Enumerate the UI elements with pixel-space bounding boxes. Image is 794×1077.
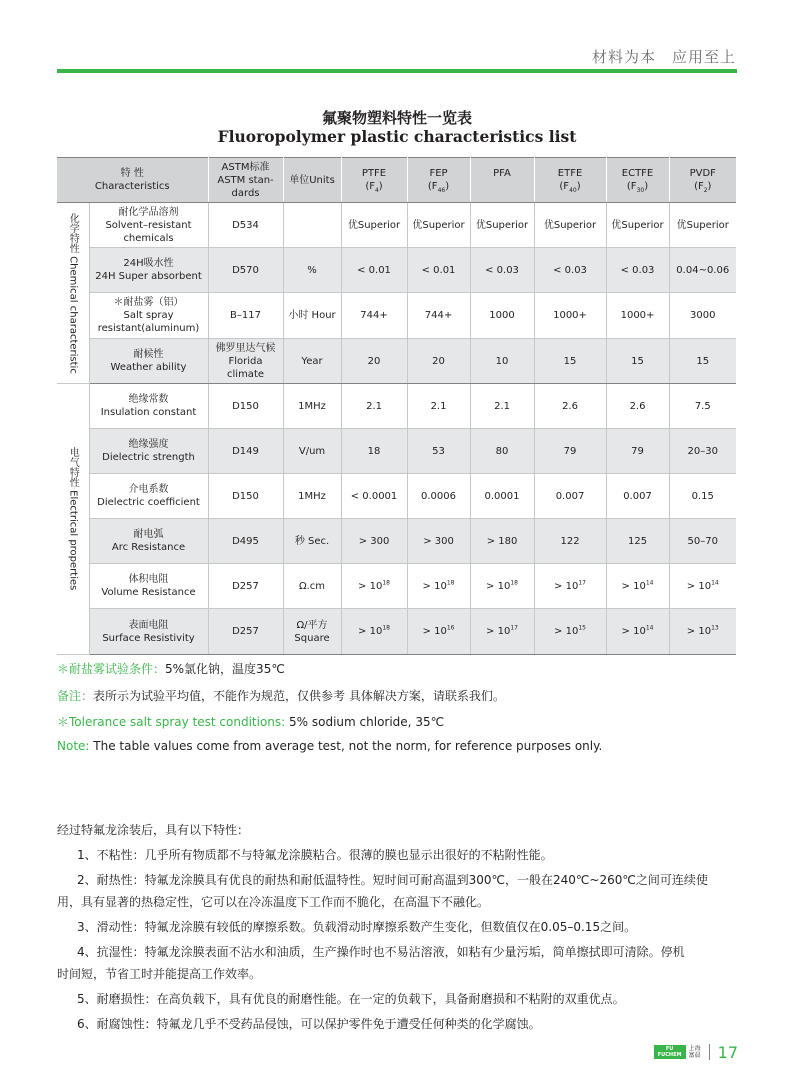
value-cell: 20–30 <box>669 429 736 474</box>
value-cell: < 0.03 <box>606 248 669 293</box>
astm-cell: D150 <box>208 384 283 429</box>
value-cell: > $10^{15}$ <box>534 609 606 655</box>
value-cell: 优Superior <box>606 203 669 248</box>
note-salt-en: ＊Tolerance salt spray test conditions: 5% sodium chloride, 35℃ <box>57 715 445 729</box>
table-title-en: Fluoropolymer plastic characteristics list <box>217 127 577 146</box>
value-cell: 20 <box>407 339 470 384</box>
table-row <box>57 564 736 609</box>
note-remark-cn: 备注：表所示为试验平均值，不能作为规范，仅供参考 具体解决方案，请联系我们。 <box>57 689 505 703</box>
unit-cell: % <box>283 248 341 293</box>
table-row <box>57 203 736 248</box>
header-fep: FEP $(F_{46})$ <box>407 158 470 203</box>
property-name: 耐电弧 Arc Resistance <box>89 519 208 564</box>
astm-cell: D257 <box>208 564 283 609</box>
property-name: 耐化学品溶剂 Solvent–resistant chemicals <box>89 203 208 248</box>
value-cell: < 0.01 <box>407 248 470 293</box>
astm-cell: B–117 <box>208 293 283 339</box>
property-name: 耐候性 Weather ability <box>89 339 208 384</box>
value-cell: 50–70 <box>669 519 736 564</box>
astm-cell: D149 <box>208 429 283 474</box>
property-name: 表面电阻 Surface Resistivity <box>89 609 208 655</box>
page-footer <box>654 1043 738 1061</box>
property-name: ＊耐盐雾（铝） Salt spray resistant(aluminum) <box>89 293 208 339</box>
value-cell: 1000+ <box>606 293 669 339</box>
feature-2-cont: 用，具有显著的热稳定性，它可以在冷冻温度下工作而不脆化，在高温下不融化。 <box>57 895 490 909</box>
value-cell: 3000 <box>669 293 736 339</box>
value-cell: > $10^{14}$ <box>669 564 736 609</box>
value-cell: 15 <box>606 339 669 384</box>
value-cell: 15 <box>669 339 736 384</box>
value-cell: 2.6 <box>534 384 606 429</box>
table-row <box>57 609 736 655</box>
property-name: 介电系数 Dielectric coefficient <box>89 474 208 519</box>
unit-cell: 秒 Sec. <box>283 519 341 564</box>
note-salt-cn: ＊耐盐雾试验条件：5%氯化钠，温度35℃ <box>57 662 285 676</box>
header-ptfe: PTFE $(F_4)$ <box>341 158 407 203</box>
value-cell: > $10^{16}$ <box>407 609 470 655</box>
unit-cell <box>283 203 341 248</box>
value-cell: 79 <box>534 429 606 474</box>
value-cell: < 0.01 <box>341 248 407 293</box>
value-cell: 2.1 <box>470 384 534 429</box>
value-cell: > $10^{14}$ <box>606 564 669 609</box>
value-cell: 2.1 <box>407 384 470 429</box>
feature-6: 6、耐腐蚀性：特氟龙几乎不受药品侵蚀，可以保护零件免于遭受任何种类的化学腐蚀。 <box>77 1017 541 1031</box>
company-logo: FU FUCHEM <box>654 1045 686 1059</box>
astm-cell: D570 <box>208 248 283 293</box>
value-cell: 20 <box>341 339 407 384</box>
table-row <box>57 474 736 519</box>
feature-3: 3、滑动性：特氟龙涂膜有较低的摩擦系数。负载滑动时摩擦系数产生变化，但数值仅在0.05–0.15之间。 <box>77 920 637 934</box>
astm-cell: D150 <box>208 474 283 519</box>
unit-cell: V/um <box>283 429 341 474</box>
value-cell: > $10^{18}$ <box>341 609 407 655</box>
value-cell: 744+ <box>407 293 470 339</box>
value-cell: 0.007 <box>534 474 606 519</box>
value-cell: 80 <box>470 429 534 474</box>
table-row <box>57 519 736 564</box>
value-cell: 优Superior <box>534 203 606 248</box>
value-cell: 744+ <box>341 293 407 339</box>
value-cell: 0.0001 <box>470 474 534 519</box>
properties-table-wrap <box>57 157 736 655</box>
value-cell: 2.6 <box>606 384 669 429</box>
category-electrical: 电气特性 Electrical properties <box>57 384 89 655</box>
table-row <box>57 429 736 474</box>
table-row <box>57 384 736 429</box>
value-cell: < 0.0001 <box>341 474 407 519</box>
astm-cell: D495 <box>208 519 283 564</box>
value-cell: 优Superior <box>407 203 470 248</box>
value-cell: < 0.03 <box>470 248 534 293</box>
value-cell: 优Superior <box>341 203 407 248</box>
header-pfa: PFA <box>470 158 534 203</box>
unit-cell: Year <box>283 339 341 384</box>
feature-2: 2、耐热性：特氟龙涂膜具有优良的耐热和耐低温特性。短时间可耐高温到300℃，一般在240℃~260℃之间可连续使 <box>77 873 708 887</box>
feature-4: 4、抗湿性：特氟龙涂膜表面不沾水和油质，生产操作时也不易沾溶液，如粘有少量污垢，简单擦拭即可清除。停机 <box>77 945 685 959</box>
feature-4-cont: 时间短，节省工时并能提高工作效率。 <box>57 967 262 981</box>
value-cell: 122 <box>534 519 606 564</box>
value-cell: 0.15 <box>669 474 736 519</box>
value-cell: > $10^{17}$ <box>534 564 606 609</box>
value-cell: 2.1 <box>341 384 407 429</box>
header-rule <box>57 69 737 73</box>
value-cell: > 300 <box>341 519 407 564</box>
astm-cell: 佛罗里达气候 Florida climate <box>208 339 283 384</box>
value-cell: > $10^{18}$ <box>470 564 534 609</box>
company-name: 上海 富晨 <box>688 1045 701 1059</box>
value-cell: < 0.03 <box>534 248 606 293</box>
table-header-row <box>57 158 736 203</box>
value-cell: 优Superior <box>669 203 736 248</box>
value-cell: > $10^{13}$ <box>669 609 736 655</box>
value-cell: 125 <box>606 519 669 564</box>
table-row <box>57 339 736 384</box>
astm-cell: D257 <box>208 609 283 655</box>
value-cell: > 300 <box>407 519 470 564</box>
feature-1: 1、不粘性：几乎所有物质都不与特氟龙涂膜粘合。很薄的膜也显示出很好的不粘附性能。 <box>77 848 553 862</box>
property-name: 24H吸水性 24H Super absorbent <box>89 248 208 293</box>
value-cell: > $10^{14}$ <box>606 609 669 655</box>
value-cell: 优Superior <box>470 203 534 248</box>
value-cell: 53 <box>407 429 470 474</box>
category-chemical: 化学特性 Chemical characteristic <box>57 203 89 384</box>
value-cell: 0.0006 <box>407 474 470 519</box>
value-cell: > 180 <box>470 519 534 564</box>
value-cell: 15 <box>534 339 606 384</box>
unit-cell: 1MHz <box>283 474 341 519</box>
value-cell: 10 <box>470 339 534 384</box>
unit-cell: 1MHz <box>283 384 341 429</box>
features-intro: 经过特氟龙涂装后，具有以下特性： <box>57 823 250 837</box>
value-cell: 1000 <box>470 293 534 339</box>
header-slogan: 材料为本 应用至上 <box>591 48 736 66</box>
unit-cell: 小时 Hour <box>283 293 341 339</box>
value-cell: 0.007 <box>606 474 669 519</box>
value-cell: > $10^{17}$ <box>470 609 534 655</box>
header-characteristics: 特 性 Characteristics <box>57 158 208 203</box>
properties-table <box>57 157 736 655</box>
value-cell: 79 <box>606 429 669 474</box>
table-title-cn: 氟聚物塑料特性一览表 <box>321 109 472 127</box>
note-en: Note: The table values come from average test, not the norm, for reference purposes only. <box>57 739 603 753</box>
unit-cell: Ω.cm <box>283 564 341 609</box>
value-cell: 0.04~0.06 <box>669 248 736 293</box>
value-cell: > $10^{18}$ <box>407 564 470 609</box>
header-astm: ASTM标准 ASTM stan- dards <box>208 158 283 203</box>
feature-5: 5、耐磨损性：在高负载下，具有优良的耐磨性能。在一定的负载下，具备耐磨损和不粘附的双重优点。 <box>77 992 625 1006</box>
header-units: 单位Units <box>283 158 341 203</box>
features-section <box>57 819 739 1035</box>
page-number: 17 <box>717 1042 738 1062</box>
property-name: 绝缘强度 Dielectric strength <box>89 429 208 474</box>
header-pvdf: PVDF $(F_2)$ <box>669 158 736 203</box>
table-row <box>57 293 736 339</box>
table-row <box>57 248 736 293</box>
header-ectfe: ECTFE $(F_{30})$ <box>606 158 669 203</box>
unit-cell: Ω/平方 Square <box>283 609 341 655</box>
value-cell: > $10^{18}$ <box>341 564 407 609</box>
footer-divider <box>709 1044 710 1060</box>
header-etfe: ETFE $(F_{40})$ <box>534 158 606 203</box>
astm-cell: D534 <box>208 203 283 248</box>
value-cell: 7.5 <box>669 384 736 429</box>
value-cell: 1000+ <box>534 293 606 339</box>
property-name: 体积电阻 Volume Resistance <box>89 564 208 609</box>
property-name: 绝缘常数 Insulation constant <box>89 384 208 429</box>
value-cell: 18 <box>341 429 407 474</box>
